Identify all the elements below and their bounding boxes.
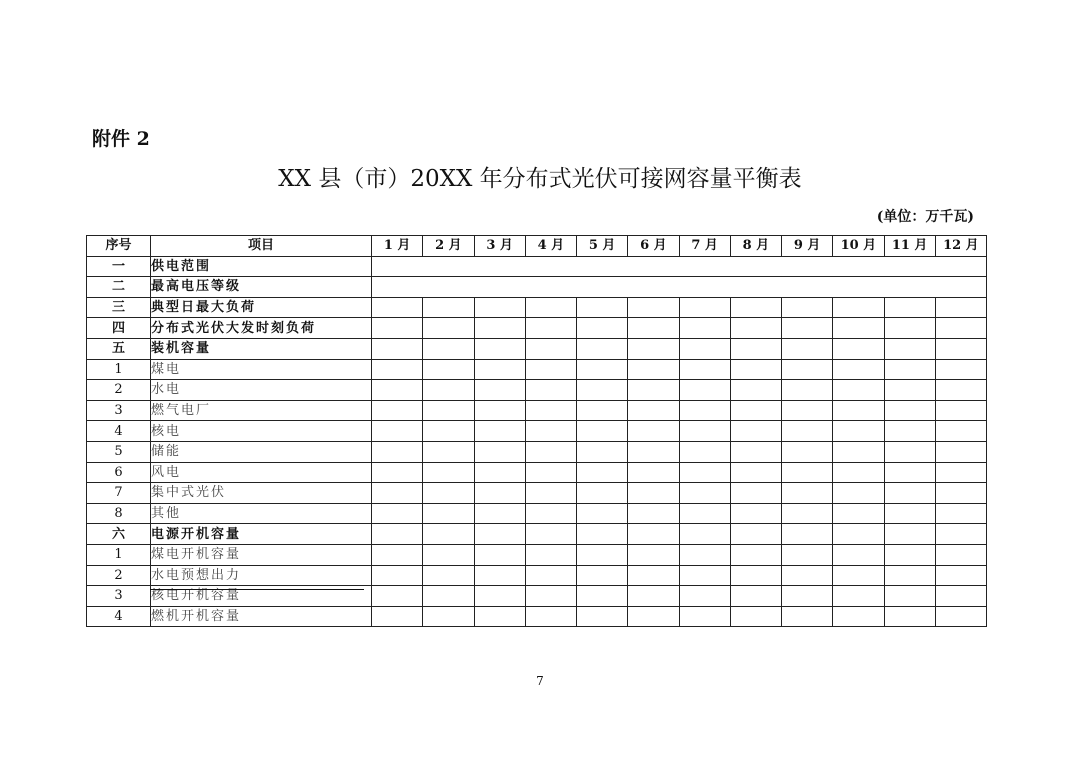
month-value-cell[interactable] [372, 606, 423, 627]
month-value-cell[interactable] [423, 380, 474, 401]
row-seq: 4 [87, 606, 151, 627]
month-value-cell[interactable] [525, 441, 576, 462]
merged-value-cell[interactable] [372, 256, 987, 277]
month-value-cell[interactable] [935, 297, 986, 318]
month-value-cell[interactable] [833, 483, 884, 504]
month-value-cell[interactable] [525, 544, 576, 565]
month-value-cell[interactable] [525, 606, 576, 627]
month-value-cell[interactable] [628, 318, 679, 339]
month-value-cell[interactable] [628, 565, 679, 586]
header-month: 4 月 [525, 236, 576, 257]
month-value-cell[interactable] [935, 483, 986, 504]
month-value-cell[interactable] [935, 359, 986, 380]
month-value-cell[interactable] [833, 462, 884, 483]
month-value-cell[interactable] [782, 524, 833, 545]
row-seq: 三 [87, 297, 151, 318]
header-month: 12 月 [935, 236, 986, 257]
month-value-cell[interactable] [833, 338, 884, 359]
month-value-cell[interactable] [884, 400, 935, 421]
row-seq: 6 [87, 462, 151, 483]
month-value-cell[interactable] [372, 359, 423, 380]
month-value-cell[interactable] [833, 586, 884, 607]
month-value-cell[interactable] [833, 565, 884, 586]
month-value-cell[interactable] [474, 400, 525, 421]
table-row [87, 297, 987, 318]
month-value-cell[interactable] [372, 421, 423, 442]
month-value-cell[interactable] [525, 503, 576, 524]
table-header-row [87, 236, 987, 257]
month-value-cell[interactable] [372, 297, 423, 318]
month-value-cell[interactable] [782, 400, 833, 421]
month-value-cell[interactable] [884, 380, 935, 401]
month-value-cell[interactable] [884, 544, 935, 565]
table-row [87, 441, 987, 462]
month-value-cell[interactable] [935, 544, 986, 565]
month-value-cell[interactable] [372, 586, 423, 607]
row-item: 分布式光伏大发时刻负荷 [151, 318, 372, 339]
month-value-cell[interactable] [782, 483, 833, 504]
table-row [87, 544, 987, 565]
month-value-cell[interactable] [423, 359, 474, 380]
month-value-cell[interactable] [372, 483, 423, 504]
month-value-cell[interactable] [525, 586, 576, 607]
month-value-cell[interactable] [935, 565, 986, 586]
row-seq: 六 [87, 524, 151, 545]
month-value-cell[interactable] [372, 441, 423, 462]
unit-label: (单位：万千瓦) [876, 209, 974, 225]
month-value-cell[interactable] [935, 421, 986, 442]
month-value-cell[interactable] [628, 441, 679, 462]
month-value-cell[interactable] [474, 565, 525, 586]
month-value-cell[interactable] [935, 586, 986, 607]
month-value-cell[interactable] [474, 503, 525, 524]
month-value-cell[interactable] [423, 318, 474, 339]
month-value-cell[interactable] [525, 400, 576, 421]
month-value-cell[interactable] [679, 524, 730, 545]
text-underline [150, 589, 364, 590]
row-seq: 3 [87, 400, 151, 421]
page-title: XX 县（市）20XX 年分布式光伏可接网容量平衡表 [278, 166, 802, 192]
month-value-cell[interactable] [525, 297, 576, 318]
month-value-cell[interactable] [474, 318, 525, 339]
table-row [87, 256, 987, 277]
header-month: 2 月 [423, 236, 474, 257]
month-value-cell[interactable] [525, 380, 576, 401]
table-row [87, 524, 987, 545]
month-value-cell[interactable] [577, 338, 628, 359]
month-value-cell[interactable] [730, 421, 781, 442]
row-item: 电源开机容量 [151, 524, 372, 545]
month-value-cell[interactable] [782, 565, 833, 586]
month-value-cell[interactable] [833, 318, 884, 339]
row-seq: 二 [87, 277, 151, 298]
month-value-cell[interactable] [577, 421, 628, 442]
month-value-cell[interactable] [730, 565, 781, 586]
month-value-cell[interactable] [884, 359, 935, 380]
month-value-cell[interactable] [423, 524, 474, 545]
month-value-cell[interactable] [884, 606, 935, 627]
month-value-cell[interactable] [525, 565, 576, 586]
row-seq: 1 [87, 544, 151, 565]
month-value-cell[interactable] [423, 565, 474, 586]
page-number: 7 [536, 674, 544, 688]
month-value-cell[interactable] [833, 380, 884, 401]
month-value-cell[interactable] [474, 338, 525, 359]
month-value-cell[interactable] [935, 524, 986, 545]
month-value-cell[interactable] [474, 524, 525, 545]
month-value-cell[interactable] [628, 606, 679, 627]
row-item: 储能 [151, 441, 372, 462]
table-row [87, 359, 987, 380]
month-value-cell[interactable] [474, 441, 525, 462]
month-value-cell[interactable] [577, 400, 628, 421]
month-value-cell[interactable] [833, 359, 884, 380]
month-value-cell[interactable] [679, 503, 730, 524]
month-value-cell[interactable] [423, 586, 474, 607]
row-item: 装机容量 [151, 338, 372, 359]
month-value-cell[interactable] [423, 400, 474, 421]
month-value-cell[interactable] [730, 441, 781, 462]
month-value-cell[interactable] [423, 421, 474, 442]
month-value-cell[interactable] [935, 400, 986, 421]
table-row [87, 380, 987, 401]
header-seq: 序号 [87, 236, 151, 257]
month-value-cell[interactable] [474, 586, 525, 607]
month-value-cell[interactable] [372, 462, 423, 483]
month-value-cell[interactable] [679, 441, 730, 462]
month-value-cell[interactable] [628, 524, 679, 545]
month-value-cell[interactable] [372, 565, 423, 586]
month-value-cell[interactable] [730, 297, 781, 318]
month-value-cell[interactable] [730, 606, 781, 627]
month-value-cell[interactable] [833, 297, 884, 318]
row-item: 煤电开机容量 [151, 544, 372, 565]
month-value-cell[interactable] [474, 483, 525, 504]
table-row [87, 318, 987, 339]
month-value-cell[interactable] [782, 421, 833, 442]
row-seq: 四 [87, 318, 151, 339]
row-item: 风电 [151, 462, 372, 483]
month-value-cell[interactable] [782, 586, 833, 607]
month-value-cell[interactable] [679, 297, 730, 318]
month-value-cell[interactable] [935, 606, 986, 627]
month-value-cell[interactable] [730, 586, 781, 607]
month-value-cell[interactable] [628, 380, 679, 401]
month-value-cell[interactable] [577, 380, 628, 401]
month-value-cell[interactable] [577, 483, 628, 504]
month-value-cell[interactable] [372, 338, 423, 359]
month-value-cell[interactable] [935, 318, 986, 339]
row-item: 其他 [151, 503, 372, 524]
row-item: 供电范围 [151, 256, 372, 277]
balance-table [86, 235, 987, 627]
month-value-cell[interactable] [628, 503, 679, 524]
table-body [87, 256, 987, 627]
month-value-cell[interactable] [372, 380, 423, 401]
month-value-cell[interactable] [833, 421, 884, 442]
month-value-cell[interactable] [577, 318, 628, 339]
month-value-cell[interactable] [628, 400, 679, 421]
header-month: 11 月 [884, 236, 935, 257]
month-value-cell[interactable] [679, 565, 730, 586]
month-value-cell[interactable] [935, 338, 986, 359]
month-value-cell[interactable] [782, 318, 833, 339]
month-value-cell[interactable] [577, 462, 628, 483]
month-value-cell[interactable] [679, 400, 730, 421]
month-value-cell[interactable] [525, 359, 576, 380]
month-value-cell[interactable] [372, 318, 423, 339]
month-value-cell[interactable] [423, 503, 474, 524]
month-value-cell[interactable] [577, 503, 628, 524]
month-value-cell[interactable] [782, 462, 833, 483]
row-seq: 1 [87, 359, 151, 380]
month-value-cell[interactable] [525, 338, 576, 359]
table-row [87, 483, 987, 504]
month-value-cell[interactable] [474, 462, 525, 483]
month-value-cell[interactable] [935, 462, 986, 483]
row-item: 煤电 [151, 359, 372, 380]
table-row [87, 338, 987, 359]
row-seq: 2 [87, 380, 151, 401]
attachment-label: 附件 2 [92, 128, 150, 150]
month-value-cell[interactable] [525, 462, 576, 483]
month-value-cell[interactable] [730, 544, 781, 565]
table-row [87, 606, 987, 627]
table-row [87, 400, 987, 421]
month-value-cell[interactable] [474, 421, 525, 442]
row-item: 燃气电厂 [151, 400, 372, 421]
month-value-cell[interactable] [935, 441, 986, 462]
header-month: 5 月 [577, 236, 628, 257]
month-value-cell[interactable] [525, 421, 576, 442]
row-seq: 2 [87, 565, 151, 586]
month-value-cell[interactable] [679, 359, 730, 380]
table-row [87, 421, 987, 442]
month-value-cell[interactable] [730, 503, 781, 524]
month-value-cell[interactable] [679, 380, 730, 401]
table-row [87, 462, 987, 483]
table-row [87, 503, 987, 524]
month-value-cell[interactable] [935, 503, 986, 524]
month-value-cell[interactable] [884, 483, 935, 504]
row-item: 集中式光伏 [151, 483, 372, 504]
month-value-cell[interactable] [679, 544, 730, 565]
month-value-cell[interactable] [884, 503, 935, 524]
row-item: 最高电压等级 [151, 277, 372, 298]
month-value-cell[interactable] [474, 359, 525, 380]
month-value-cell[interactable] [833, 544, 884, 565]
month-value-cell[interactable] [679, 606, 730, 627]
month-value-cell[interactable] [577, 606, 628, 627]
month-value-cell[interactable] [833, 400, 884, 421]
month-value-cell[interactable] [782, 297, 833, 318]
month-value-cell[interactable] [423, 338, 474, 359]
merged-value-cell[interactable] [372, 277, 987, 298]
month-value-cell[interactable] [782, 359, 833, 380]
header-month: 10 月 [833, 236, 884, 257]
month-value-cell[interactable] [525, 318, 576, 339]
month-value-cell[interactable] [782, 441, 833, 462]
month-value-cell[interactable] [577, 524, 628, 545]
month-value-cell[interactable] [782, 544, 833, 565]
month-value-cell[interactable] [628, 359, 679, 380]
month-value-cell[interactable] [577, 359, 628, 380]
month-value-cell[interactable] [474, 380, 525, 401]
month-value-cell[interactable] [730, 359, 781, 380]
month-value-cell[interactable] [833, 441, 884, 462]
row-seq: 一 [87, 256, 151, 277]
month-value-cell[interactable] [782, 338, 833, 359]
month-value-cell[interactable] [679, 462, 730, 483]
month-value-cell[interactable] [679, 338, 730, 359]
month-value-cell[interactable] [884, 297, 935, 318]
month-value-cell[interactable] [935, 380, 986, 401]
month-value-cell[interactable] [372, 544, 423, 565]
month-value-cell[interactable] [423, 544, 474, 565]
header-month: 8 月 [730, 236, 781, 257]
month-value-cell[interactable] [525, 524, 576, 545]
table-row [87, 277, 987, 298]
month-value-cell[interactable] [730, 380, 781, 401]
month-value-cell[interactable] [577, 441, 628, 462]
month-value-cell[interactable] [884, 462, 935, 483]
month-value-cell[interactable] [679, 318, 730, 339]
month-value-cell[interactable] [474, 544, 525, 565]
row-seq: 7 [87, 483, 151, 504]
row-item: 核电 [151, 421, 372, 442]
month-value-cell[interactable] [884, 338, 935, 359]
month-value-cell[interactable] [679, 421, 730, 442]
row-seq: 4 [87, 421, 151, 442]
month-value-cell[interactable] [730, 524, 781, 545]
month-value-cell[interactable] [423, 462, 474, 483]
month-value-cell[interactable] [730, 462, 781, 483]
month-value-cell[interactable] [833, 606, 884, 627]
row-item: 水电预想出力 [151, 565, 372, 586]
month-value-cell[interactable] [525, 483, 576, 504]
row-item: 燃机开机容量 [151, 606, 372, 627]
month-value-cell[interactable] [423, 297, 474, 318]
month-value-cell[interactable] [782, 503, 833, 524]
month-value-cell[interactable] [679, 483, 730, 504]
month-value-cell[interactable] [577, 565, 628, 586]
header-month: 1 月 [372, 236, 423, 257]
month-value-cell[interactable] [730, 483, 781, 504]
table-row [87, 565, 987, 586]
month-value-cell[interactable] [833, 503, 884, 524]
month-value-cell[interactable] [884, 318, 935, 339]
month-value-cell[interactable] [372, 503, 423, 524]
month-value-cell[interactable] [884, 421, 935, 442]
month-value-cell[interactable] [679, 586, 730, 607]
month-value-cell[interactable] [577, 586, 628, 607]
month-value-cell[interactable] [884, 524, 935, 545]
month-value-cell[interactable] [782, 606, 833, 627]
month-value-cell[interactable] [474, 297, 525, 318]
row-item: 水电 [151, 380, 372, 401]
month-value-cell[interactable] [884, 565, 935, 586]
month-value-cell[interactable] [628, 586, 679, 607]
month-value-cell[interactable] [628, 297, 679, 318]
month-value-cell[interactable] [372, 524, 423, 545]
month-value-cell[interactable] [628, 483, 679, 504]
header-month: 3 月 [474, 236, 525, 257]
row-seq: 3 [87, 586, 151, 607]
month-value-cell[interactable] [730, 400, 781, 421]
month-value-cell[interactable] [884, 586, 935, 607]
month-value-cell[interactable] [423, 483, 474, 504]
header-item: 项目 [151, 236, 372, 257]
month-value-cell[interactable] [577, 544, 628, 565]
month-value-cell[interactable] [423, 441, 474, 462]
header-month: 7 月 [679, 236, 730, 257]
month-value-cell[interactable] [372, 400, 423, 421]
header-month: 9 月 [782, 236, 833, 257]
month-value-cell[interactable] [474, 606, 525, 627]
row-item: 典型日最大负荷 [151, 297, 372, 318]
row-seq: 8 [87, 503, 151, 524]
month-value-cell[interactable] [884, 441, 935, 462]
header-month: 6 月 [628, 236, 679, 257]
row-item: 核电开机容量 [151, 586, 372, 607]
month-value-cell[interactable] [782, 380, 833, 401]
month-value-cell[interactable] [628, 462, 679, 483]
month-value-cell[interactable] [423, 606, 474, 627]
month-value-cell[interactable] [628, 421, 679, 442]
month-value-cell[interactable] [730, 338, 781, 359]
row-seq: 5 [87, 441, 151, 462]
month-value-cell[interactable] [628, 338, 679, 359]
month-value-cell[interactable] [833, 524, 884, 545]
month-value-cell[interactable] [628, 544, 679, 565]
month-value-cell[interactable] [730, 318, 781, 339]
row-seq: 五 [87, 338, 151, 359]
month-value-cell[interactable] [577, 297, 628, 318]
